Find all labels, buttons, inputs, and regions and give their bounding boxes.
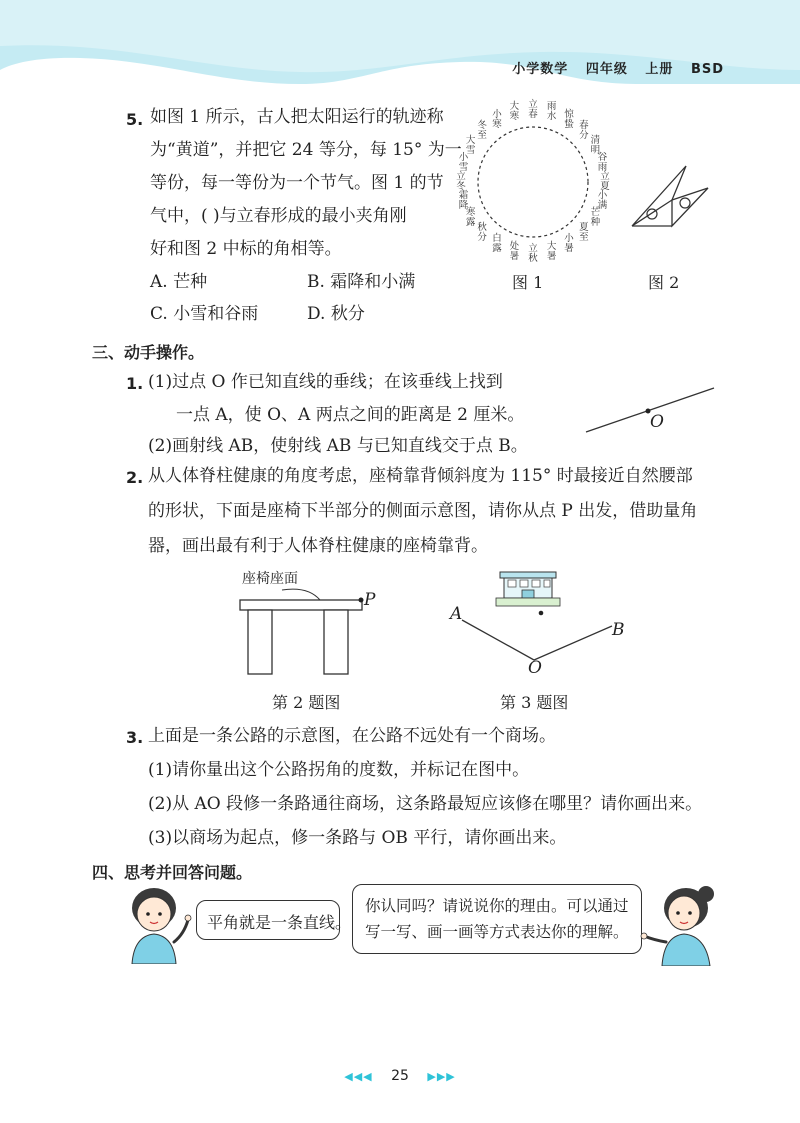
- point-p-dot: [359, 598, 364, 603]
- figure-q3-caption: 第 3 题图: [500, 693, 569, 712]
- figure-q2-caption: 第 2 题图: [272, 693, 341, 712]
- solar-term-label: 处暑: [509, 240, 520, 262]
- road-line: [462, 620, 612, 660]
- question-5-line-3: 等份，每一等份为一个节气。图 1 的节: [150, 173, 444, 193]
- solar-term-label: 惊蛰: [564, 108, 574, 130]
- question-5-line-1: 如图 1 所示，古人把太阳运行的轨迹称: [150, 107, 444, 127]
- solar-term-label: 夏至: [579, 221, 589, 243]
- solar-term-label: 小寒: [492, 108, 502, 130]
- q3-3-part-1: (1)请你量出这个公路拐角的度数，并标记在图中。: [148, 760, 530, 780]
- set-square-figure: [628, 160, 710, 232]
- q3-3-intro: 上面是一条公路的示意图，在公路不远处有一个商场。: [148, 726, 556, 746]
- q3-2-line-2: 的形状，下面是座椅下半部分的侧面示意图，请你从点 P 出发，借助量角: [148, 501, 698, 521]
- header-info: [500, 58, 724, 77]
- solar-term-label: 芒种: [590, 207, 601, 228]
- option-c: C. 小雪和谷雨: [150, 304, 259, 324]
- subject-label: 小学数学: [512, 62, 569, 77]
- solar-term-label: 大雪: [465, 135, 476, 156]
- mall-dot: [539, 611, 544, 616]
- question-5-line-5: 好和图 2 中标的角相等。: [150, 239, 342, 259]
- solar-terms-labels: [448, 96, 618, 266]
- point-a-label: A: [450, 604, 463, 624]
- girl-right-illustration: [640, 880, 722, 966]
- q3-2-line-1: 从人体脊柱健康的角度考虑，座椅靠背倾斜度为 115° 时最接近自然腰部: [148, 466, 693, 486]
- girl-left-illustration: [118, 884, 198, 964]
- q3-1-line-3: (2)画射线 AB，使射线 AB 与已知直线交于点 B。: [148, 436, 528, 456]
- solar-term-label: 立秋: [528, 243, 538, 264]
- section-3-title: 三、动手操作。: [92, 343, 205, 362]
- speech-bubble-left: [196, 900, 352, 940]
- volume-label: 上册: [645, 62, 674, 77]
- q3-2-line-3: 器，画出最有利于人体脊柱健康的座椅靠背。: [148, 536, 488, 556]
- chair-leg-right: [324, 610, 348, 674]
- solar-term-label: 白露: [492, 233, 502, 255]
- speech-right-line-2: 写一写、画一画等方式表达你的理解。: [365, 923, 629, 941]
- q3-3-number: 3.: [126, 728, 144, 747]
- solar-term-label: 小暑: [564, 233, 574, 255]
- question-5-line-2: 为“黄道”，并把它 24 等分，每 15° 为一: [150, 140, 462, 160]
- figure-1-caption: 图 1: [512, 273, 544, 292]
- option-a: A. 芒种: [150, 272, 208, 292]
- q3-1-line-2: 一点 A，使 O、A 两点之间的距离是 2 厘米。: [176, 405, 525, 425]
- solar-term-label: 立春: [528, 99, 538, 120]
- solar-term-label: 雨水: [546, 101, 557, 123]
- point-o-label: O: [650, 412, 664, 432]
- page-number: 25: [391, 1068, 409, 1084]
- solar-term-label: 寒露: [465, 207, 476, 228]
- seat-label: 座椅座面: [242, 571, 298, 587]
- point-o-road-label: O: [528, 658, 542, 678]
- solar-term-label: 冬至: [477, 120, 487, 142]
- set-square-small: [672, 188, 708, 226]
- chair-leg-left: [248, 610, 272, 674]
- chair-seat: [240, 600, 362, 610]
- solar-term-label: 立夏: [600, 171, 610, 192]
- solar-term-label: 大寒: [509, 101, 520, 123]
- solar-term-label: 秋分: [477, 221, 487, 243]
- seat-label-pointer: [282, 589, 320, 600]
- option-b: B. 霜降和小满: [307, 272, 416, 292]
- solar-term-label: 霜降: [458, 189, 469, 211]
- option-d: D. 秋分: [307, 304, 365, 324]
- footer-left-arrows: ◀◀◀: [344, 1070, 373, 1083]
- q3-3-part-2: (2)从 AO 段修一条路通往商场，这条路最短应该修在哪里？请你画出来。: [148, 794, 703, 814]
- solar-term-label: 春分: [579, 120, 589, 142]
- footer-right-arrows: ▶▶▶: [427, 1070, 456, 1083]
- solar-term-label: 清明: [590, 135, 601, 156]
- q3-1-number: 1.: [126, 374, 144, 393]
- section-4-title: 四、思考并回答问题。: [92, 863, 253, 882]
- question-5-number: 5.: [126, 110, 144, 129]
- figure-2-caption: 图 2: [648, 273, 680, 292]
- point-b-label: B: [612, 620, 625, 640]
- speech-bubble-right: [352, 884, 642, 954]
- solar-term-label: 小满: [597, 189, 608, 211]
- solar-term-label: 大暑: [546, 240, 557, 262]
- page-footer: [0, 1068, 800, 1084]
- solar-term-label: 谷雨: [597, 152, 608, 174]
- edition-label: BSD: [690, 62, 724, 77]
- speech-left-text: 平角就是一条直线。: [207, 913, 352, 932]
- q3-2-number: 2.: [126, 468, 144, 487]
- grade-label: 四年级: [585, 62, 628, 77]
- q3-1-line-1: (1)过点 O 作已知直线的垂线；在该垂线上找到: [148, 372, 503, 392]
- point-p-label: P: [364, 590, 376, 610]
- speech-right-line-1: 你认同吗？请说说你的理由。可以通过: [365, 897, 629, 915]
- solar-term-label: 立冬: [456, 171, 466, 192]
- mall-building-icon: [496, 572, 560, 606]
- question-5-line-4: 气中，( )与立春形成的最小夹角刚: [150, 206, 407, 226]
- solar-term-label: 小雪: [458, 152, 469, 174]
- q3-3-part-3: (3)以商场为起点，修一条路与 OB 平行，请你画出来。: [148, 828, 567, 848]
